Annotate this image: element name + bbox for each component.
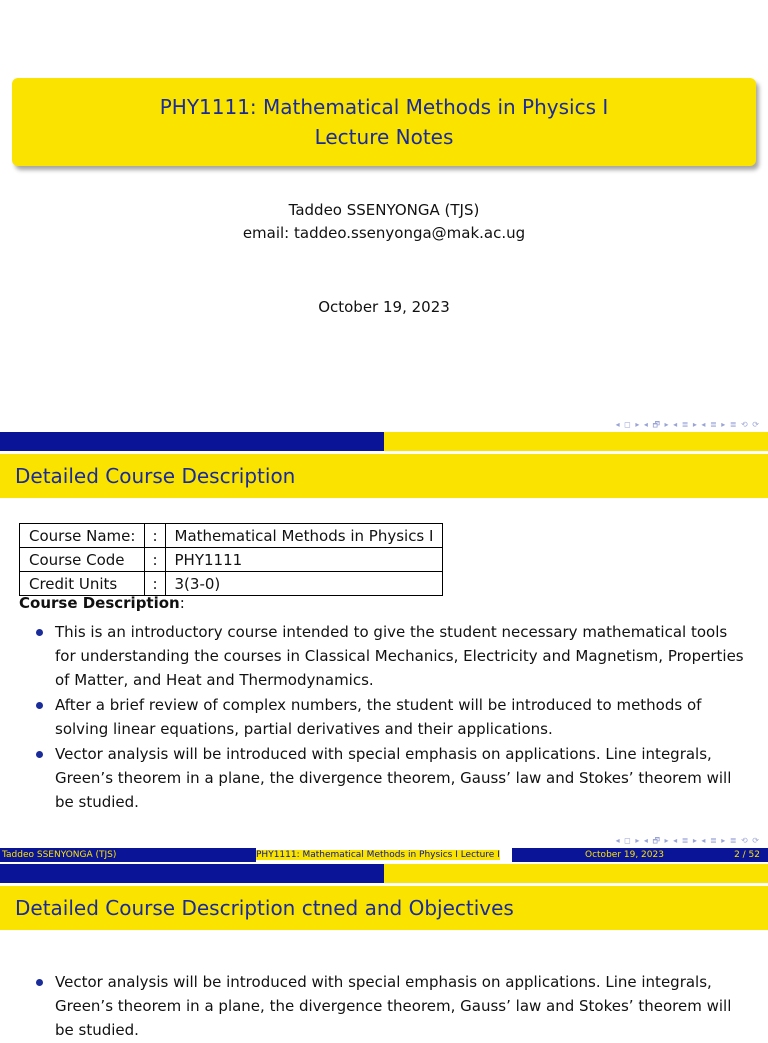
header-bar-right — [384, 432, 768, 451]
table-row — [20, 572, 443, 596]
footer-title-text: PHY1111: Mathematical Methods in Physics I Lecture I — [256, 850, 500, 860]
course-info-table — [19, 523, 443, 596]
bullet-icon — [36, 751, 43, 758]
presentation-date: October 19, 2023 — [318, 298, 450, 316]
course-description-colon: : — [179, 594, 185, 612]
separator: : — [145, 524, 165, 548]
table-row — [20, 524, 443, 548]
footer-page-number: 2 / 52 — [734, 850, 760, 860]
separator: : — [145, 572, 165, 596]
slide-footer — [0, 848, 768, 862]
footer-date: October 19, 2023 — [585, 850, 664, 860]
frame-title: Detailed Course Description — [0, 454, 768, 498]
table-row — [20, 548, 443, 572]
bullet-icon — [36, 979, 43, 986]
bullet-text: Vector analysis will be introduced with special emphasis on applications. Line integrals, Green’s theorem in a plane, the divergence theorem, Gauss’ law and Stokes’ theorem will be studied. — [55, 745, 732, 811]
title-line-2: Lecture Notes — [314, 125, 454, 149]
navigation-symbols[interactable]: ◂ ◻ ▸ ◂ 🗗 ▸ ◂ ≣ ▸ ◂ ≣ ▸ ≣ ⟲ ⟳ — [615, 836, 760, 845]
footer-right — [512, 848, 768, 862]
author-email: email: taddeo.ssenyonga@mak.ac.ug — [242, 224, 526, 242]
title-block — [12, 78, 756, 166]
author-name: Taddeo SSENYONGA (TJS) — [288, 201, 480, 219]
navigation-symbols[interactable]: ◂ ◻ ▸ ◂ 🗗 ▸ ◂ ≣ ▸ ◂ ≣ ▸ ≣ ⟲ ⟳ — [615, 420, 760, 429]
list-item — [0, 620, 768, 692]
header-bar-left — [0, 432, 384, 451]
credit-units-label: Credit Units — [20, 572, 145, 596]
course-description-list — [0, 620, 768, 815]
footer-title — [256, 848, 512, 862]
frame-title: Detailed Course Description ctned and Objectives — [0, 886, 768, 930]
bullet-icon — [36, 629, 43, 636]
course-code-value: PHY1111 — [165, 548, 443, 572]
header-bar-right — [384, 864, 768, 883]
objectives-list — [0, 970, 768, 1043]
credit-units-value: 3(3-0) — [165, 572, 443, 596]
course-description-label: Course Description — [19, 594, 180, 612]
bullet-text: After a brief review of complex numbers, the student will be introduced to methods of solving linear equations, partial derivatives and their applications. — [55, 696, 702, 738]
list-item — [0, 693, 768, 741]
header-bar-left — [0, 864, 384, 883]
course-code-label: Course Code — [20, 548, 145, 572]
course-name-value: Mathematical Methods in Physics I — [165, 524, 443, 548]
footer-author: Taddeo SSENYONGA (TJS) — [0, 848, 256, 862]
separator: : — [145, 548, 165, 572]
bullet-text: Vector analysis will be introduced with special emphasis on applications. Line integrals, Green’s theorem in a plane, the divergence theorem, Gauss’ law and Stokes’ theorem will be studied. — [55, 973, 732, 1039]
course-name-label: Course Name: — [20, 524, 145, 548]
list-item — [0, 742, 768, 814]
course-description-heading — [19, 594, 185, 612]
bullet-text: This is an introductory course intended to give the student necessary mathematical tools for understanding the courses in Classical Mechanics, Electricity and Magnetism, Properties of Matter, and Heat and Thermodynamics. — [55, 623, 744, 689]
list-item — [0, 970, 768, 1042]
title-line-1: PHY1111: Mathematical Methods in Physics I — [159, 95, 609, 119]
bullet-icon — [36, 702, 43, 709]
